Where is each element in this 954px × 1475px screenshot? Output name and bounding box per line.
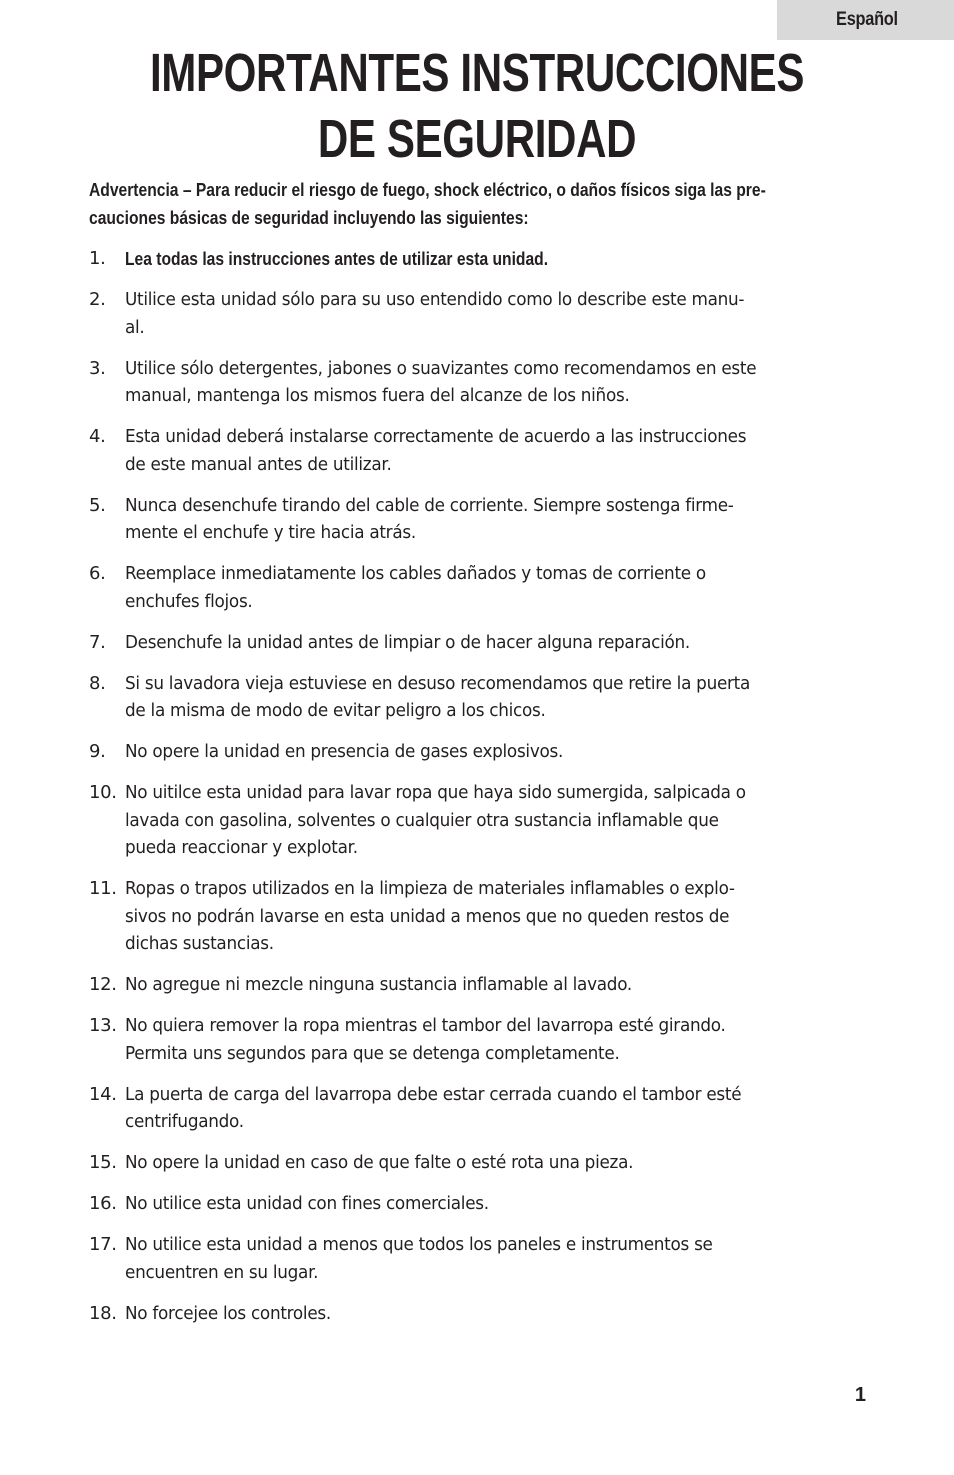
item-text-line: encuentren en su lugar. xyxy=(125,1261,319,1283)
list-item xyxy=(89,423,879,478)
item-text-line: Reemplace inmediatamente los cables dañados y tomas de corriente o xyxy=(125,563,706,584)
item-number: 5. xyxy=(89,494,106,516)
item-number: 10. xyxy=(89,782,117,803)
list-item xyxy=(89,492,879,547)
list-item xyxy=(89,875,879,958)
item-text-line: sivos no podrán lavarse en esta unidad a menos que no queden restos de xyxy=(125,905,730,927)
item-text-line: Desenchufe la unidad antes de limpiar o de hacer alguna reparación. xyxy=(125,631,690,653)
list-item xyxy=(89,286,879,341)
item-number: 16. xyxy=(89,1193,117,1214)
item-text-line: Esta unidad deberá instalarse correctamente de acuerdo a las instrucciones xyxy=(125,426,747,447)
item-text-line: dichas sustancias. xyxy=(125,933,274,954)
language-tab xyxy=(777,0,954,40)
item-text-line: mente el enchufe y tire hacia atrás. xyxy=(125,522,416,543)
warning-line-1: Advertencia – Para reducir el riesgo de fuego, shock eléctrico, o daños físicos siga las pre- xyxy=(89,179,766,200)
item-number: 6. xyxy=(89,563,106,584)
title-line-1: IMPORTANTES INSTRUCCIONES xyxy=(149,43,805,103)
list-item xyxy=(89,355,879,410)
item-text-line: Utilice esta unidad sólo para su uso entendido como lo describe este manu- xyxy=(125,289,745,310)
item-text-line: No forcejee los controles. xyxy=(125,1302,331,1324)
item-number: 18. xyxy=(89,1302,117,1324)
item-text-line: lavada con gasolina, solventes o cualquier otra sustancia inflamable que xyxy=(125,809,719,831)
item-text-line: Permita uns segundos para que se detenga completamente. xyxy=(125,1042,620,1064)
list-item xyxy=(89,1081,879,1136)
warning-line-2: cauciones básicas de seguridad incluyendo las siguientes: xyxy=(89,207,529,228)
item-text-line: No utilice esta unidad con fines comerciales. xyxy=(125,1193,489,1214)
item-text-line: manual, mantenga los mismos fuera del alcanze de los niños. xyxy=(125,385,630,406)
list-item xyxy=(89,245,879,273)
list-item xyxy=(89,629,879,657)
item-number: 4. xyxy=(89,426,106,447)
item-text-line: al. xyxy=(125,316,145,338)
item-text-line: No opere la unidad en caso de que falte o esté rota una pieza. xyxy=(125,1152,634,1173)
item-text-line: No uitilce esta unidad para lavar ropa que haya sido sumergida, salpicada o xyxy=(125,782,746,803)
item-text-line: Si su lavadora vieja estuviese en desuso recomendamos que retire la puerta xyxy=(125,672,751,694)
item-text-line: No utilice esta unidad a menos que todos los paneles e instrumentos se xyxy=(125,1234,713,1255)
item-text-line: No opere la unidad en presencia de gases explosivos. xyxy=(125,741,564,762)
item-number: 17. xyxy=(89,1234,117,1255)
item-text-line: enchufes flojos. xyxy=(125,590,253,612)
title-line-2: DE SEGURIDAD xyxy=(317,109,637,169)
item-text-line: No quiera remover la ropa mientras el tambor del lavarropa esté girando. xyxy=(125,1015,726,1036)
item-number: 15. xyxy=(89,1152,117,1173)
item-number: 13. xyxy=(89,1015,117,1036)
list-item xyxy=(89,1231,879,1286)
page-number: 1 xyxy=(854,1384,866,1406)
item-number: 3. xyxy=(89,357,106,379)
item-number: 14. xyxy=(89,1083,117,1105)
safety-instructions-list xyxy=(89,245,879,1341)
safety-warning xyxy=(89,176,869,232)
list-item xyxy=(89,1300,879,1328)
list-item xyxy=(89,738,879,766)
item-number: 7. xyxy=(89,631,106,653)
item-text-line: La puerta de carga del lavarropa debe estar cerrada cuando el tambor esté xyxy=(125,1083,742,1105)
list-item xyxy=(89,560,879,615)
item-text-line: Ropas o trapos utilizados en la limpieza de materiales inflamables o explo- xyxy=(125,878,735,899)
item-text-line: de la misma de modo de evitar peligro a los chicos. xyxy=(125,700,546,721)
list-item xyxy=(89,1190,879,1218)
list-item xyxy=(89,1149,879,1177)
list-item xyxy=(89,1012,879,1067)
item-number: 2. xyxy=(89,289,106,310)
item-text-line: de este manual antes de utilizar. xyxy=(125,453,392,475)
page-title xyxy=(0,40,954,172)
list-item xyxy=(89,779,879,862)
list-item xyxy=(89,670,879,725)
item-number: 9. xyxy=(89,741,106,762)
item-text-line: centrifugando. xyxy=(125,1111,244,1132)
item-number: 12. xyxy=(89,974,117,995)
list-item xyxy=(89,971,879,999)
item-number: 1. xyxy=(89,248,106,269)
item-text-line: Nunca desenchufe tirando del cable de corriente. Siempre sostenga firme- xyxy=(125,494,734,516)
item-text-line: pueda reaccionar y explotar. xyxy=(125,837,358,858)
item-text-line: No agregue ni mezcle ninguna sustancia inflamable al lavado. xyxy=(125,974,633,995)
item-text-line: Lea todas las instrucciones antes de utilizar esta unidad. xyxy=(125,248,549,269)
item-number: 11. xyxy=(89,878,117,899)
item-text-line: Utilice sólo detergentes, jabones o suavizantes como recomendamos en este xyxy=(125,357,757,379)
item-number: 8. xyxy=(89,672,106,694)
language-label: Español xyxy=(836,9,898,30)
